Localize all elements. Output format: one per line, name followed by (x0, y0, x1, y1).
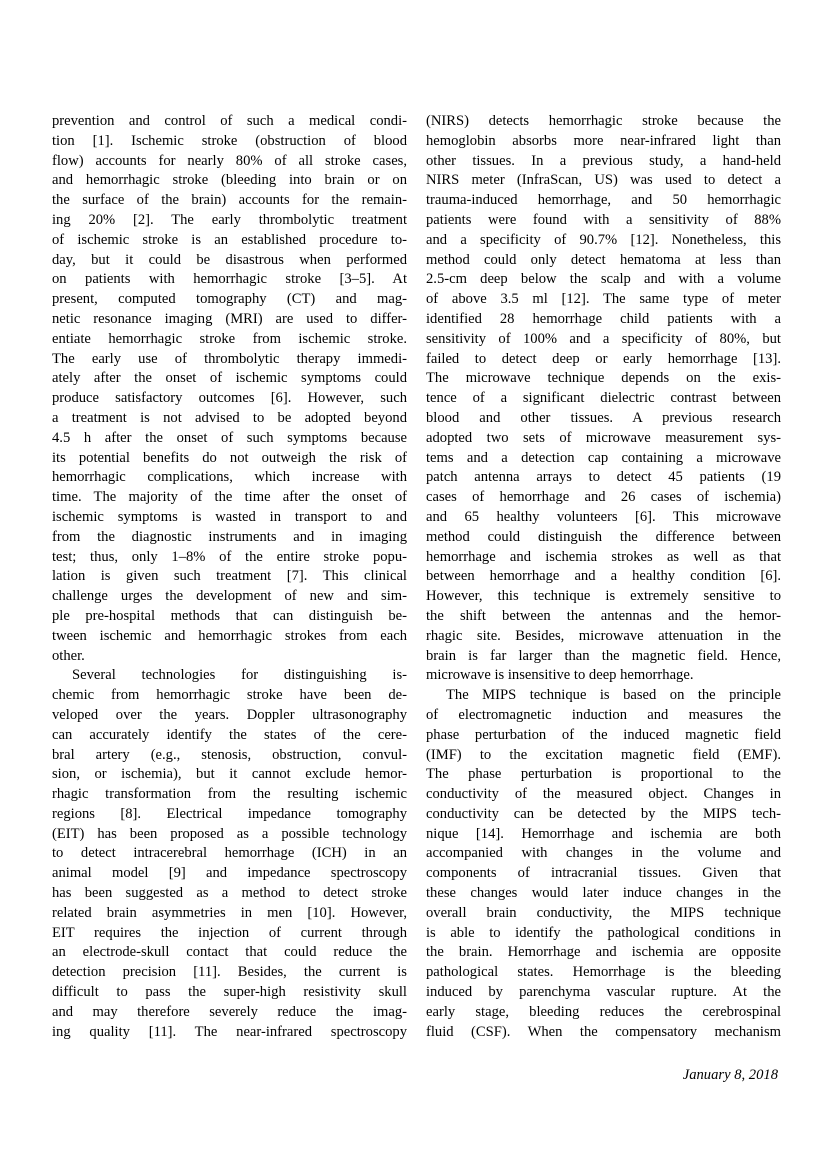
text-line: of ischemic stroke is an established procedure to- (52, 231, 407, 248)
text-line: The MIPS technique is based on the principle (446, 687, 781, 704)
text-line: hemorrhagic complications, which increase with (52, 469, 407, 486)
text-line: a treatment is not advised to be adopted beyond (52, 409, 407, 426)
text-line: EIT requires the injection of current through (52, 924, 407, 941)
text-line: identified 28 hemorrhage child patients with a (426, 310, 781, 327)
text-line: of above 3.5 ml [12]. The same type of meter (426, 291, 781, 308)
text-line: tween ischemic and hemorrhagic strokes from each (52, 627, 407, 644)
text-line: can accurately identify the states of the cere- (52, 726, 407, 743)
text-line: lation is given such treatment [7]. This clinical (52, 568, 407, 585)
text-line: rhagic transformation from the resulting ischemic (52, 786, 407, 803)
text-line: (IMF) to the excitation magnetic field (EMF). (426, 746, 781, 763)
text-line: nique [14]. Hemorrhage and ischemia are both (426, 825, 781, 842)
paragraph (52, 666, 407, 1042)
text-line: tence of a significant dielectric contrast between (426, 390, 781, 407)
text-line: adopted two sets of microwave measurement sys- (426, 429, 781, 446)
text-line: The early use of thrombolytic therapy immedi- (52, 350, 407, 367)
text-line: the surface of the brain) accounts for the remain- (52, 192, 407, 209)
text-line: NIRS meter (InfraScan, US) was used to detect a (426, 172, 781, 189)
text-line: bral artery (e.g., stenosis, obstruction, convul- (52, 746, 407, 763)
text-line: fluid (CSF). When the compensatory mechanism (426, 1023, 781, 1040)
text-line: ately after the onset of ischemic symptoms could (52, 370, 407, 387)
text-line: netic resonance imaging (MRI) are used to differ- (52, 310, 407, 327)
text-line: patients were found with a sensitivity of 88% (426, 211, 781, 228)
text-line: phase perturbation of the induced magnetic field (426, 726, 781, 743)
text-line: is able to identify the pathological conditions in (426, 924, 781, 941)
text-line: early stage, bleeding reduces the cerebrospinal (426, 1003, 781, 1020)
text-line: veloped over the years. Doppler ultrasonography (52, 706, 407, 723)
text-line: sion, or ischemia), but it cannot exclude hemor- (52, 766, 407, 783)
text-line: cases of hemorrhage and 26 cases of ischemia) (426, 489, 781, 506)
text-line: The phase perturbation is proportional to the (426, 766, 781, 783)
text-line: tems and a detection cap containing a microwave (426, 449, 781, 466)
text-line: patch antenna arrays to detect 45 patients (19 (426, 469, 781, 486)
text-line: 4.5 h after the onset of such symptoms because (52, 429, 407, 446)
text-line: 2.5-cm deep below the scalp and with a volume (426, 271, 781, 288)
text-line: produce satisfactory outcomes [6]. However, such (52, 390, 407, 407)
text-line: the shift between the antennas and the hemor- (426, 607, 781, 624)
column-left (52, 112, 407, 1042)
text-line: from the diagnostic instruments and in imaging (52, 528, 407, 545)
text-line: other tissues. In a previous study, a hand-held (426, 152, 781, 169)
text-line: However, this technique is extremely sensitive to (426, 588, 781, 605)
text-line: conductivity of the measured object. Changes in (426, 786, 781, 803)
text-line: other. (52, 647, 85, 664)
text-line: to detect intracerebral hemorrhage (ICH) in an (52, 845, 407, 862)
text-line: ischemic symptoms is wasted in transport to and (52, 508, 407, 525)
text-line: detection precision [11]. Besides, the current is (52, 964, 407, 981)
text-line: components of intracranial tissues. Given that (426, 865, 781, 882)
text-line: prevention and control of such a medical condi- (52, 113, 407, 129)
text-line: day, but it could be disastrous when performed (52, 251, 407, 268)
text-line: challenge urges the development of new and sim- (52, 588, 407, 605)
text-line: regions [8]. Electrical impedance tomography (52, 805, 407, 822)
paragraph (52, 112, 407, 666)
text-line: rhagic site. Besides, microwave attenuation in the (426, 627, 781, 644)
text-line: blood and other tissues. A previous research (426, 409, 781, 426)
text-line: related brain asymmetries in men [10]. However, (52, 904, 407, 921)
text-line: (NIRS) detects hemorrhagic stroke because the (426, 113, 781, 129)
paragraph (426, 686, 781, 1042)
text-line: sensitivity of 100% and a specificity of 80%, but (426, 330, 781, 347)
text-line: test; thus, only 1–8% of the entire stroke popu- (52, 548, 407, 565)
text-line: between hemorrhage and a healthy condition [6]. (426, 568, 781, 585)
text-line: these changes would later induce changes in the (426, 885, 781, 902)
text-line: its potential benefits do not outweigh the risk of (52, 449, 407, 466)
text-line: animal model [9] and impedance spectroscopy (52, 865, 407, 882)
text-line: time. The majority of the time after the onset of (52, 489, 407, 506)
text-line: tion [1]. Ischemic stroke (obstruction of blood (52, 132, 407, 149)
text-line: brain is far larger than the magnetic field. Hence, (426, 647, 781, 664)
text-line: ple pre-hospital methods that can distinguish be- (52, 607, 407, 624)
text-line: the brain. Hemorrhage and ischemia are opposite (426, 944, 781, 961)
text-line: pathological states. Hemorrhage is the bleeding (426, 964, 781, 981)
page-footer-date: January 8, 2018 (682, 1067, 778, 1083)
text-line: (EIT) has been proposed as a possible technology (52, 825, 407, 842)
text-line: flow) accounts for nearly 80% of all stroke cases, (52, 152, 407, 169)
text-line: present, computed tomography (CT) and mag- (52, 291, 407, 308)
text-line: and a specificity of 90.7% [12]. Nonetheless, this (426, 231, 781, 248)
paragraph (426, 112, 781, 686)
text-line: failed to detect deep or early hemorrhage [13]. (426, 350, 781, 367)
text-line: method could only detect hematoma at less than (426, 251, 781, 268)
two-column-text (52, 112, 781, 1042)
text-line: has been suggested as a method to detect stroke (52, 885, 407, 902)
text-line: trauma-induced hemorrhage, and 50 hemorrhagic (426, 192, 781, 209)
text-line: on patients with hemorrhagic stroke [3–5]. At (52, 271, 407, 288)
text-line: overall brain conductivity, the MIPS technique (426, 904, 781, 921)
text-line: conductivity can be detected by the MIPS tech- (426, 805, 781, 822)
text-line: The microwave technique depends on the exis- (426, 370, 781, 387)
text-line: difficult to pass the super-high resistivity skull (52, 984, 407, 1001)
text-line: and 65 healthy volunteers [6]. This microwave (426, 508, 781, 525)
text-line: method could distinguish the difference between (426, 528, 781, 545)
text-line: entiate hemorrhagic stroke from ischemic stroke. (52, 330, 407, 347)
text-line: ing quality [11]. The near-infrared spectroscopy (52, 1023, 407, 1040)
text-line: and may therefore severely reduce the imag- (52, 1003, 407, 1020)
text-line: hemorrhage and ischemia strokes as well as that (426, 548, 781, 565)
text-line: Several technologies for distinguishing is- (72, 667, 407, 684)
text-line: hemoglobin absorbs more near-infrared light than (426, 132, 781, 149)
text-line: ing 20% [2]. The early thrombolytic treatment (52, 211, 407, 228)
text-line: microwave is insensitive to deep hemorrhage. (426, 667, 694, 684)
text-line: an electrode-skull contact that could reduce the (52, 944, 407, 961)
text-line: and hemorrhagic stroke (bleeding into brain or on (52, 172, 407, 189)
text-line: induced by parenchyma vascular rupture. At the (426, 984, 781, 1001)
text-line: accompanied with changes in the volume and (426, 845, 781, 862)
text-line: of electromagnetic induction and measures the (426, 706, 781, 723)
column-right (426, 112, 781, 1042)
text-line: chemic from hemorrhagic stroke have been de- (52, 687, 407, 704)
